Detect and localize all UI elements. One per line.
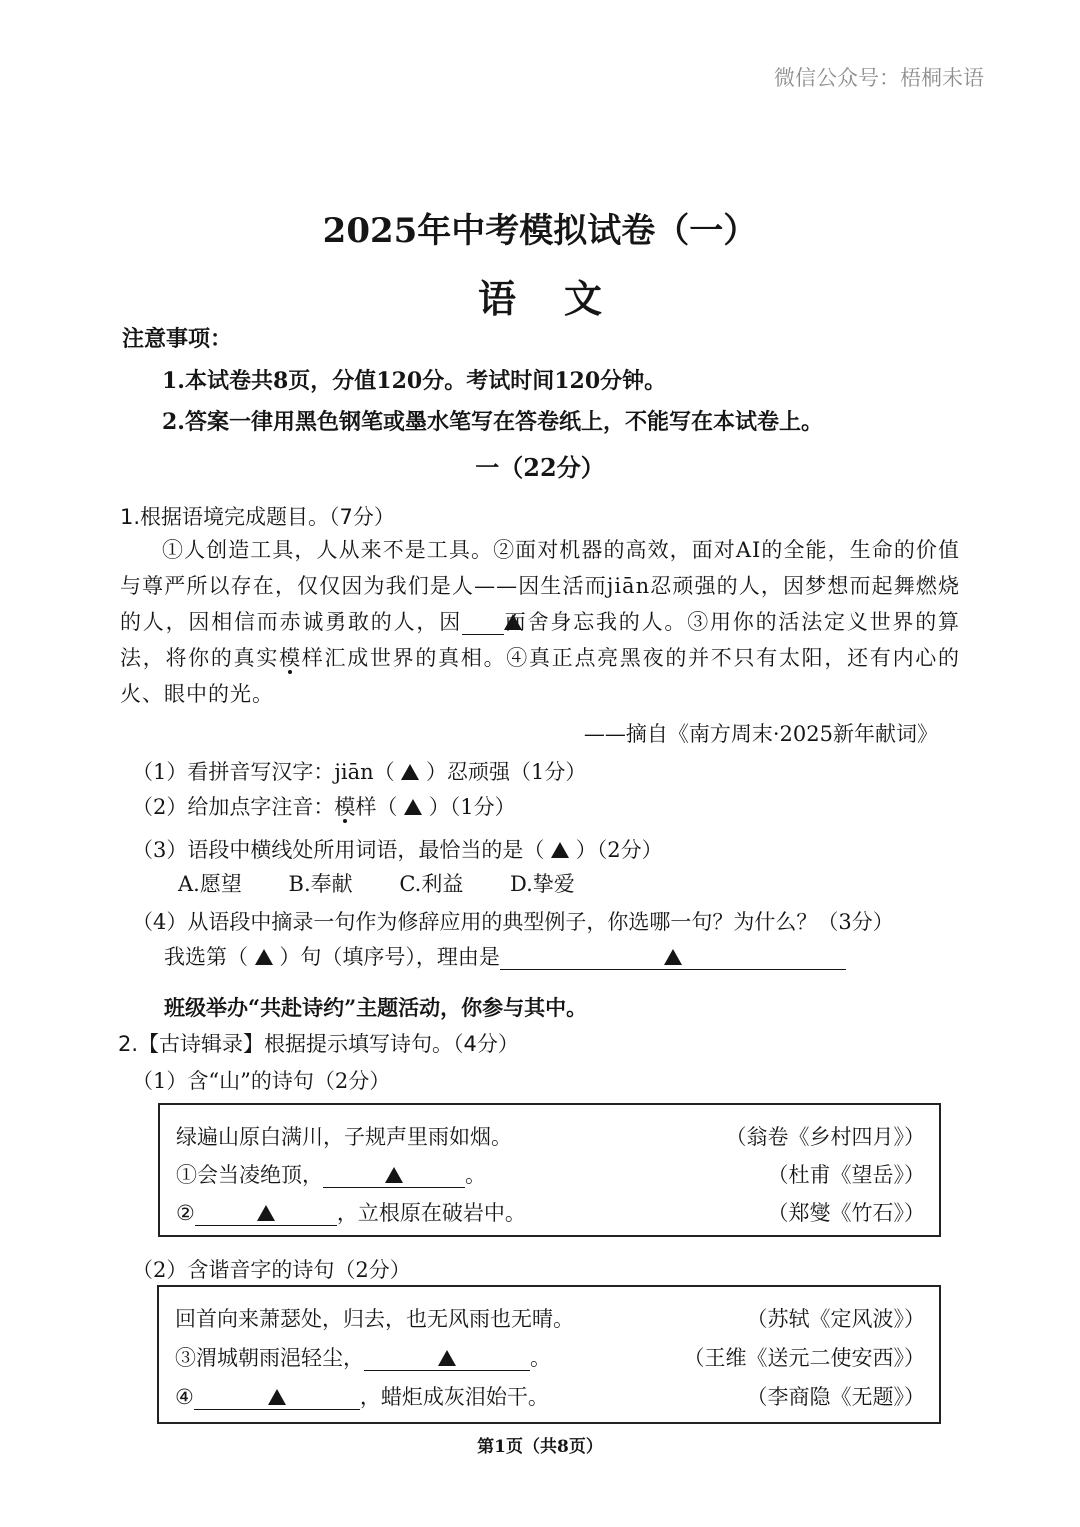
poem-line [176, 1159, 925, 1189]
poem-source: （杜甫《望岳》） [767, 1163, 925, 1187]
answer-triangle-icon [404, 799, 422, 815]
answer-blank [194, 1385, 360, 1410]
part-2-label: （2）含谐音字的诗句（2分） [132, 1258, 411, 1282]
poem-line [175, 1342, 925, 1372]
answer-triangle-icon [664, 949, 682, 965]
poem-line [175, 1381, 925, 1411]
poem-source: （苏轼《定风波》） [746, 1307, 925, 1331]
answer-triangle-icon [551, 842, 569, 858]
poem-line [176, 1197, 925, 1227]
notice-item: 1.本试卷共8页，分值120分。考试时间120分钟。 [162, 368, 667, 394]
poem-source: （李商隐《无题》） [746, 1385, 925, 1409]
notice-item: 2.答案一律用黑色钢笔或墨水笔写在答卷纸上，不能写在本试卷上。 [162, 409, 823, 435]
subquestion-text: 我选第（ [164, 945, 248, 969]
dotted-char: 模 [279, 646, 302, 670]
answer-blank [500, 945, 846, 970]
passage-source: ——摘自《南方周末·2025新年献词》 [583, 722, 938, 746]
answer-options [178, 868, 615, 898]
poem-text: 回首向来萧瑟处，归去，也无风雨也无晴。 [175, 1307, 574, 1331]
watermark: 微信公众号：梧桐未语 [774, 66, 984, 90]
question-1-stem: 1.根据语境完成题目。（7分） [120, 505, 395, 529]
subquestion-text: ）（2分） [575, 838, 663, 862]
answer-triangle-icon [401, 764, 419, 780]
poem-source: （郑燮《竹石》） [767, 1201, 925, 1225]
subquestion-4-answer [164, 941, 846, 971]
option-c: C.利益 [399, 872, 464, 896]
passage-text: ①人创造工具，人从来不是工具。②面对机器的高效，面对AI的全能，生命的价值与尊严所以存在，仅仅因为我们是人——因生活而jiān忍顽强的人，因梦想而起舞燃烧的人，因相信而赤诚勇敢的人，因 [120, 538, 960, 634]
answer-triangle-icon [385, 1167, 403, 1183]
option-a: A.愿望 [178, 872, 242, 896]
answer-blank [195, 1201, 337, 1226]
dotted-char: 模 [334, 795, 356, 819]
poem-text: ③渭城朝雨浥轻尘， 。 [175, 1346, 551, 1370]
part-1-label: （1）含“山”的诗句（2分） [132, 1069, 391, 1093]
poem-text: ② ，立根原在破岩中。 [176, 1201, 526, 1225]
option-b: B.奉献 [288, 872, 353, 896]
section-heading: 一（22分） [475, 453, 605, 482]
answer-triangle-icon [257, 1205, 275, 1221]
subject-title: 语文 [477, 276, 650, 321]
answer-blank [323, 1163, 465, 1188]
subquestion-text: （3）语段中横线处所用词语，最恰当的是（ [132, 838, 545, 862]
poem-source: （翁卷《乡村四月》） [725, 1125, 925, 1149]
notice-heading: 注意事项： [122, 326, 233, 352]
poem-box-1 [158, 1103, 941, 1237]
subquestion-2 [132, 791, 516, 821]
answer-triangle-icon [438, 1350, 456, 1366]
poem-text: ①会当凌绝顶， 。 [176, 1163, 486, 1187]
subquestion-text: ）句（填序号），理由是 [279, 945, 500, 969]
exam-title: 2025年中考模拟试卷（一） [322, 211, 758, 251]
answer-triangle-icon [268, 1389, 286, 1405]
passage-text: 样汇成世界的真相。④真正点亮黑夜的并不只有太阳，还有内心的火、眼中的光。 [120, 646, 961, 706]
subquestion-text: ）忍顽强（1分） [426, 760, 587, 784]
subquestion-text: （1）看拼音写汉字：jiān（ [132, 760, 395, 784]
subquestion-text: （2）给加点字注音： [132, 795, 335, 819]
question-1-passage [120, 532, 960, 712]
poem-text: ④ ，蜡炬成灰泪始干。 [175, 1385, 549, 1409]
answer-triangle-icon [255, 949, 273, 965]
passage-text: 而舍身忘我的人。③用你的活法定义世界的算法，将你的真实 [120, 610, 960, 670]
poem-box-2 [157, 1285, 941, 1424]
subquestion-4: （4）从语段中摘录一句作为修辞应用的典型例子，你选哪一句？为什么？（3分） [132, 910, 894, 934]
poem-text: 绿遍山原白满川，子规声里雨如烟。 [176, 1125, 512, 1149]
page-footer: 第1页（共8页） [477, 1437, 603, 1457]
passage-blank [462, 610, 504, 635]
activity-intro: 班级举办“共赴诗约”主题活动，你参与其中。 [164, 995, 588, 1020]
question-2-stem: 2.【古诗辑录】根据提示填写诗句。（4分） [118, 1032, 519, 1056]
answer-blank [364, 1346, 530, 1371]
subquestion-text: 样（ [355, 795, 398, 819]
poem-line [176, 1121, 925, 1151]
subquestion-1 [132, 756, 586, 786]
option-d: D.挚爱 [510, 872, 575, 896]
poem-source: （王维《送元二使安西》） [683, 1346, 925, 1370]
subquestion-text: ）（1分） [428, 795, 516, 819]
subquestion-3 [132, 834, 663, 864]
poem-line [175, 1303, 925, 1333]
